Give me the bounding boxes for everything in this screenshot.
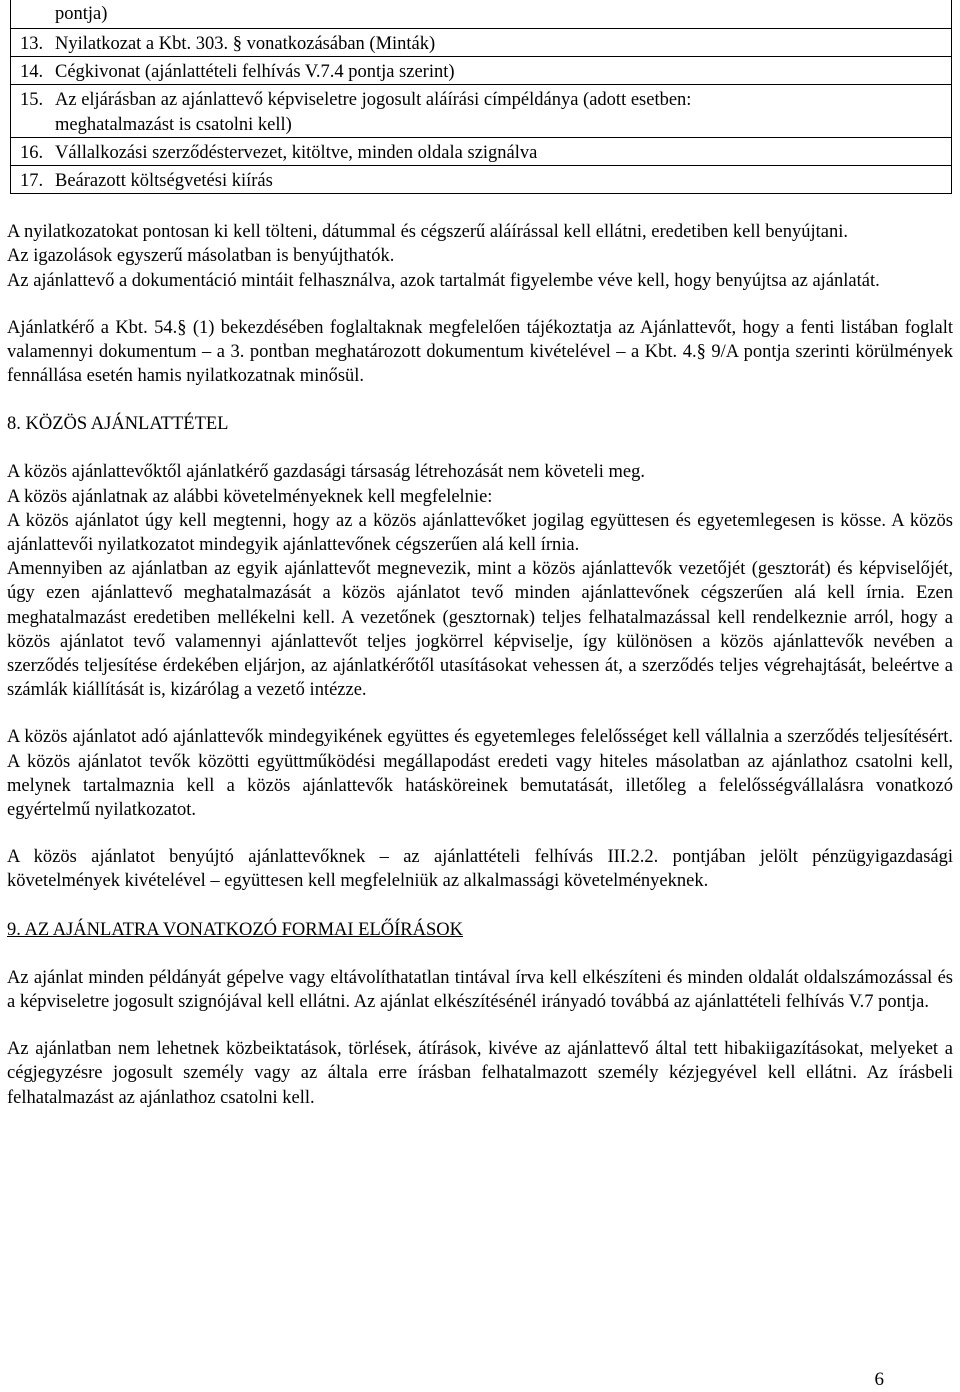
list-item-text: Az eljárásban az ajánlattevő képviseletre jogosult aláírási címpéldánya (adott esetben: — [55, 90, 692, 111]
list-item-text: Beárazott költségvetési kiírás — [55, 171, 273, 192]
list-item — [10, 85, 952, 137]
list-item-number: 14. — [20, 62, 44, 83]
list-item-number: 16. — [20, 142, 44, 163]
document-page — [7, 0, 953, 1110]
paragraph: A közös ajánlattevőktől ajánlatkérő gazdasági társaság létrehozását nem követeli meg. — [7, 462, 646, 483]
paragraph: A közös ajánlatot úgy kell megtenni, hogy az a közös ajánlattevőket jogilag együttesen és egyetemlegesen is kösse. A közös ajánlattevői nyilatkozatot mindegyik ajánlattevőnek cégszerűen alá kell írnia. — [7, 510, 953, 556]
section-heading: 9. AZ AJÁNLATRA VONATKOZÓ FORMAI ELŐÍRÁSOK — [7, 919, 464, 940]
list-item-number: 13. — [20, 34, 44, 54]
paragraph: A közös ajánlatot benyújtó ajánlattevőknek – az ajánlattételi felhívás III.2.2. pontjában jelölt pénzügyigazdasági követelmények kivételével – együttesen kell megfelelniük az alkalmassági követelményeknek. — [7, 847, 953, 892]
paragraph: A közös ajánlatot adó ajánlattevők mindegyikének együttes és egyetemleges felelősséget kell vállalnia a szerződés teljesítésért. A közös ajánlatot tevők közötti együttműködési megállapodást eredeti vagy hiteles másolatban az ajánlathoz csatolni kell, melynek tartalmaznia kell a közös ajánlattevők hatásköreinek bemutatását, illetőleg a felelősségvállalásra vonatkozó egyértelmű nyilatkozatot. — [7, 727, 953, 821]
paragraph: Az ajánlatban nem lehetnek közbeiktatások, törlések, átírások, kivéve az ajánlattevő által tett hibakiigazításokat, melyeket a cégjegyzésre jogosult személy vagy az általa erre írásban felhatalmazott személy kézjegyével kell ellátni. Az írásbeli felhatalmazást az ajánlathoz csatolni kell. — [7, 1039, 953, 1108]
paragraph: Az igazolások egyszerű másolatban is benyújthatók. — [7, 246, 395, 267]
list-item-text: Nyilatkozat a Kbt. 303. § vonatkozásában (Minták) — [55, 34, 436, 54]
list-item-number: 17. — [20, 171, 44, 192]
list-item-text-line2: meghatalmazást is csatolni kell) — [55, 114, 292, 135]
paragraph: Az ajánlat minden példányát gépelve vagy eltávolíthatatlan tintával írva kell elkészíteni és minden oldalát oldalszámozással és a képviseletre jogosult szignójával kell ellátni. Az ajánlat elkészítésénél irányadó továbbá az ajánlattételi felhívás V.7 pontja. — [7, 967, 953, 1012]
list-item-text: Vállalkozási szerződéstervezet, kitöltve, minden oldala szignálva — [55, 142, 538, 163]
paragraph: Az ajánlattevő a dokumentáció mintáit felhasználva, azok tartalmát figyelembe véve kell, hogy benyújtsa az ajánlatát. — [7, 270, 880, 291]
list-item-number: 15. — [20, 90, 44, 111]
list-item — [10, 0, 952, 29]
paragraph: A nyilatkozatokat pontosan ki kell tölteni, dátummal és cégszerű aláírással kell ellátni, eredetiben kell benyújtani. — [7, 222, 848, 243]
list-item — [10, 138, 952, 166]
page-number: 6 — [874, 1369, 884, 1390]
list-item — [10, 166, 952, 194]
paragraph: Amennyiben az ajánlatban az egyik ajánlattevőt megnevezik, mint a közös ajánlattevők vezetőjét (gesztorát) és képviselőjét, úgy ezen ajánlattevő meghatalmazását a közös ajánlatot tevő minden ajánlattevőnek cégszerűen alá kell írnia. Ezen meghatalmazást eredetiben mellékelni kell. A vezetőnek (gesztornak) teljes felhatalmazással kell rendelkeznie arról, hogy a közös ajánlatot tevő valamennyi ajánlattevőt teljes jogkörrel képviselje, így különösen a közös ajánlattevők nevében a szerződés teljesítése érdekében eljárjon, az ajánlatkérőtől utasításokat vehessen át, a szerződés teljes végrehajtását, beleértve a számlák kiállítását is, kizárólag a vezető intézze. — [7, 559, 953, 701]
list-item — [10, 57, 952, 85]
paragraph: A közös ajánlatnak az alábbi követelményeknek kell megfelelnie: — [7, 486, 493, 507]
document-list-table — [10, 0, 952, 194]
list-item-text: Cégkivonat (ajánlattételi felhívás V.7.4 pontja szerint) — [55, 62, 455, 83]
list-item-continuation: pontja) — [55, 4, 108, 24]
section-heading: 8. KÖZÖS AJÁNLATTÉTEL — [7, 414, 229, 435]
list-item — [10, 29, 952, 57]
paragraph: Ajánlatkérő a Kbt. 54.§ (1) bekezdésében foglaltaknak megfelelően tájékoztatja az Ajánlattevőt, hogy a fenti listában foglalt valamennyi dokumentum – a 3. pontban meghatározott dokumentum kivételével – a Kbt. 4.§ 9/A pontja szerinti körülmények fennállása esetén hamis nyilatkozatnak minősül. — [7, 317, 953, 387]
